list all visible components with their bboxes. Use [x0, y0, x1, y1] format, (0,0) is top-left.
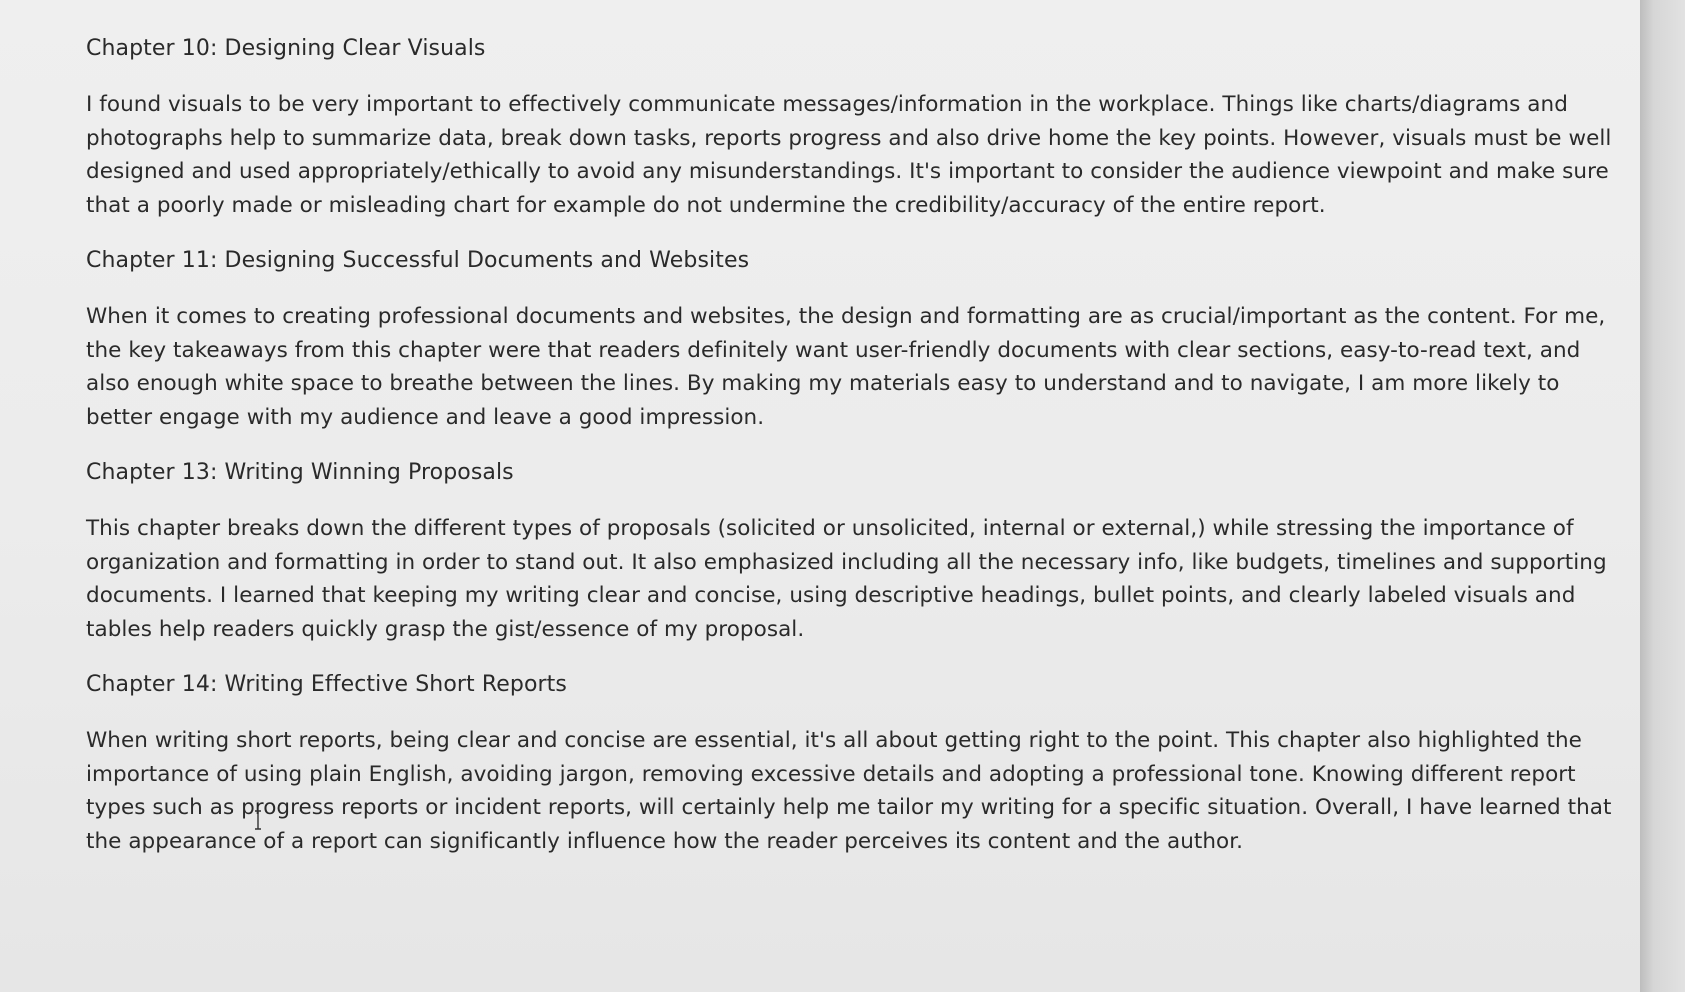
chapter-14-body[interactable]: When writing short reports, being clear and concise are essential, it's all about getting right to the point. This chapter also highlighted the importance of using plain English, avoiding jargon, removing excessive details and adopting a professional tone. Knowing different report types such as progress reports or incident reports, will certainly help me tailor my writing for a specific situation. Overall, I have learned that the appearance of a report can significantly influence how the reader perceives its content and the author. — [86, 728, 1612, 854]
chapter-14-heading: Chapter 14: Writing Effective Short Reports — [86, 672, 567, 697]
chapter-10-body[interactable]: I found visuals to be very important to effectively communicate messages/information in the workplace. Things like charts/diagrams and photographs help to summarize data, break down tasks, reports progress and also drive home the key points. However, visuals must be well designed and used appropriately/ethically to avoid any misunderstandings. It's important to consider the audience viewpoint and make sure that a poorly made or misleading chart for example do not undermine the credibility/accuracy of the entire report. — [86, 92, 1612, 218]
chapter-11-heading: Chapter 11: Designing Successful Documents and Websites — [86, 248, 750, 273]
screen-edge — [1640, 0, 1685, 992]
chapter-10-heading: Chapter 10: Designing Clear Visuals — [86, 36, 486, 61]
chapter-13-body[interactable]: This chapter breaks down the different types of proposals (solicited or unsolicited, internal or external,) while stressing the importance of organization and formatting in order to stand out. It also emphasized including all the necessary info, like budgets, timelines and supporting documents. I learned that keeping my writing clear and concise, using descriptive headings, bullet points, and clearly labeled visuals and tables help readers quickly grasp the gist/essence of my proposal. — [86, 516, 1607, 642]
text-cursor-icon — [253, 810, 263, 830]
chapter-13-heading: Chapter 13: Writing Winning Proposals — [86, 460, 514, 485]
document-content — [86, 32, 1626, 880]
chapter-11-body[interactable]: When it comes to creating professional documents and websites, the design and formatting are as crucial/important as the content. For me, the key takeaways from this chapter were that readers definitely want user-friendly documents with clear sections, easy-to-read text, and also enough white space to breathe between the lines. By making my materials easy to understand and to navigate, I am more likely to better engage with my audience and leave a good impression. — [86, 304, 1606, 430]
